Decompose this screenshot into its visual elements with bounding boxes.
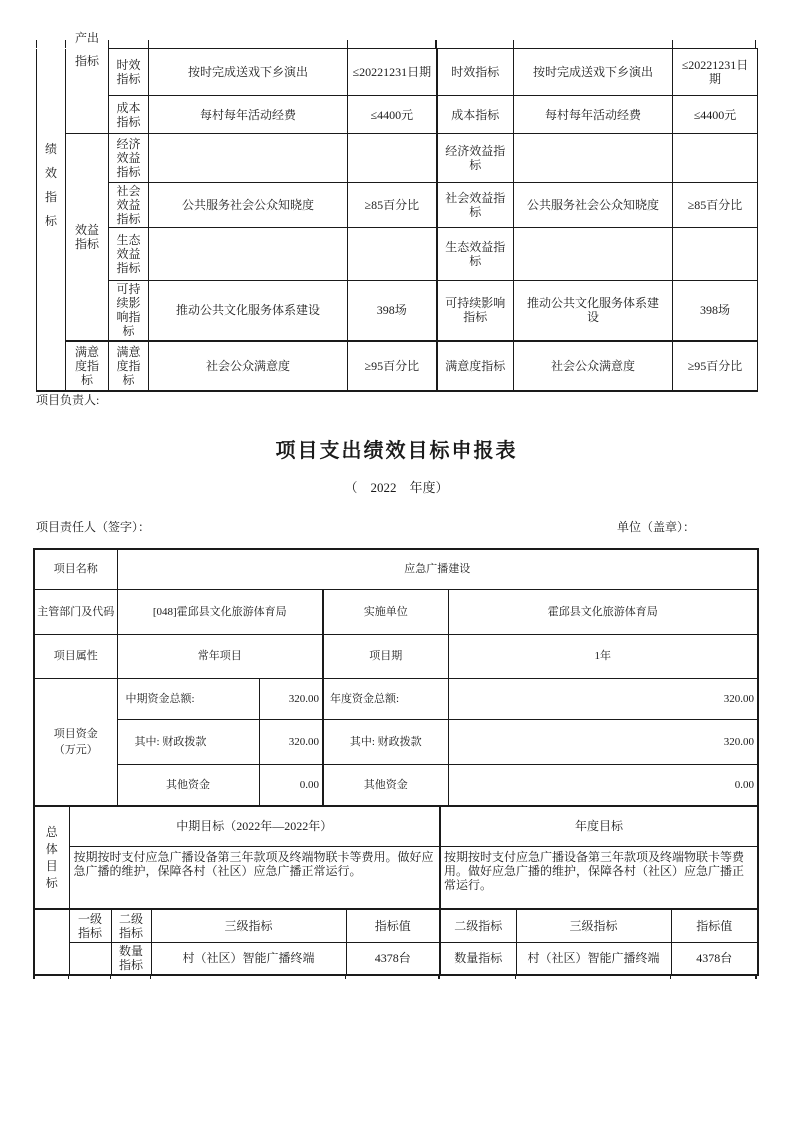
cut-border-line	[148, 40, 149, 48]
project-name-label: 项目名称	[34, 549, 117, 589]
perf-value-left: ≤20221231日期	[348, 49, 437, 96]
perf-desc-right: 每村每年活动经费	[514, 96, 673, 134]
perf-value-right	[673, 228, 758, 281]
perf-desc-right	[514, 134, 673, 183]
cut-border-line	[513, 40, 514, 48]
perf-value-left: ≥85百分比	[348, 183, 437, 228]
perf-desc-right	[514, 228, 673, 281]
perf-axis-label	[37, 49, 66, 391]
output-group-label-cut: 产出	[74, 31, 99, 45]
mid-fiscal-label: 其中: 财政拨款	[117, 719, 259, 764]
output-group-label: 指标	[66, 49, 109, 134]
impl-unit-label: 实施单位	[323, 589, 448, 634]
cut-border-line	[68, 974, 69, 979]
level1-value-empty	[69, 942, 111, 975]
perf-desc-left	[149, 134, 348, 183]
dept-value: [048]霍邱县文化旅游体育局	[117, 589, 323, 634]
perf-value-left: ≤4400元	[348, 96, 437, 134]
perf-desc-left: 按时完成送戏下乡演出	[149, 49, 348, 96]
overall-goal-label: 总体目标	[34, 806, 69, 909]
perf-value-left	[348, 134, 437, 183]
cut-border-line	[670, 974, 671, 979]
cut-border-line	[755, 40, 756, 48]
unit-seal-label: 单位（盖章）：	[617, 520, 696, 534]
perf-desc-left: 社会公众满意度	[149, 341, 348, 391]
cut-border-line	[110, 974, 111, 979]
perf-value-right: ≥85百分比	[673, 183, 758, 228]
perf-sub-left: 成本指标	[109, 96, 149, 134]
perf-desc-right: 按时完成送戏下乡演出	[514, 49, 673, 96]
impl-unit-value: 霍邱县文化旅游体育局	[448, 589, 758, 634]
cut-border-line	[36, 40, 37, 48]
dept-label: 主管部门及代码	[34, 589, 117, 634]
mid-funds-total-label: 中期资金总额:	[117, 678, 259, 719]
level2-header-left: 二级指标	[111, 909, 151, 942]
mid-other-funds-label: 其他资金	[117, 764, 259, 806]
level3-header-right: 三级指标	[516, 909, 671, 942]
cut-border-line	[435, 40, 437, 48]
project-name-value: 应急广播建设	[117, 549, 758, 589]
perf-sub-right: 社会效益指标	[437, 183, 514, 228]
cut-border-line	[755, 974, 757, 979]
cut-border-line	[150, 974, 151, 979]
perf-value-right: ≥95百分比	[673, 341, 758, 391]
period-value: 1年	[448, 634, 758, 678]
perf-value-right	[673, 134, 758, 183]
mid-other-funds-value: 0.00	[259, 764, 323, 806]
perf-desc-right: 推动公共文化服务体系建设	[514, 281, 673, 341]
annual-goal-text: 按期按时支付应急广播设备第三年款项及终端物联卡等费用。做好应急广播的维护，保障各村（社区）应急广播正常运行。	[440, 846, 758, 909]
perf-sub-left: 生态效益指标	[109, 228, 149, 281]
level3-header-left: 三级指标	[151, 909, 346, 942]
cut-border-line	[108, 40, 109, 48]
cut-border-line	[345, 974, 346, 979]
cut-border-line	[515, 974, 516, 979]
perf-sub-left: 满意度指标	[109, 341, 149, 391]
annual-goal-header: 年度目标	[440, 806, 758, 846]
perf-sub-left: 经济效益指标	[109, 134, 149, 183]
indicator-outer-cell	[34, 909, 69, 975]
perf-value-left: ≥95百分比	[348, 341, 437, 391]
satisfaction-group-label: 满意度指标	[66, 341, 109, 391]
attribute-label: 项目属性	[34, 634, 117, 678]
annual-other-funds-label: 其他资金	[323, 764, 448, 806]
cut-border-line	[347, 40, 348, 48]
value-header-right: 指标值	[671, 909, 758, 942]
perf-sub-right: 经济效益指标	[437, 134, 514, 183]
mid-goal-header: 中期目标（2022年—2022年）	[69, 806, 440, 846]
cut-border-line	[33, 974, 35, 979]
level1-header: 一级指标	[69, 909, 111, 942]
value-header-left: 指标值	[346, 909, 440, 942]
perf-sub-right: 成本指标	[437, 96, 514, 134]
level3-value-left: 村（社区）智能广播终端	[151, 942, 346, 975]
perf-value-left: 398场	[348, 281, 437, 341]
annual-funds-total-label: 年度资金总额:	[323, 678, 448, 719]
perf-axis-text: 绩效指标	[44, 141, 57, 228]
page-title: 项目支出绩效目标申报表	[275, 440, 518, 462]
quantity-indicator-left: 数量指标	[111, 942, 151, 975]
perf-desc-left: 每村每年活动经费	[149, 96, 348, 134]
funds-label: 项目资金（万元）	[34, 678, 117, 806]
period-label: 项目期	[323, 634, 448, 678]
perf-sub-left: 可持续影响指标	[109, 281, 149, 341]
perf-value-right: ≤20221231日期	[673, 49, 758, 96]
level2-header-right: 二级指标	[440, 909, 516, 942]
indicator-value-left: 4378台	[346, 942, 440, 975]
project-manager-line: 项目负责人:	[36, 393, 100, 407]
mid-funds-total-value: 320.00	[259, 678, 323, 719]
perf-desc-left	[149, 228, 348, 281]
perf-desc-left: 推动公共文化服务体系建设	[149, 281, 348, 341]
cut-border-line	[672, 40, 673, 48]
perf-sub-right: 时效指标	[437, 49, 514, 96]
quantity-indicator-right: 数量指标	[440, 942, 516, 975]
level3-value-right: 村（社区）智能广播终端	[516, 942, 671, 975]
performance-indicators-table	[36, 48, 758, 392]
annual-fiscal-label: 其中: 财政拨款	[323, 719, 448, 764]
annual-other-funds-value: 0.00	[448, 764, 758, 806]
benefit-group-label: 效益指标	[66, 134, 109, 341]
perf-value-right: ≤4400元	[673, 96, 758, 134]
perf-desc-right: 社会公众满意度	[514, 341, 673, 391]
perf-value-left	[348, 228, 437, 281]
perf-value-right: 398场	[673, 281, 758, 341]
cut-border-line	[438, 974, 440, 979]
perf-desc-left: 公共服务社会公众知晓度	[149, 183, 348, 228]
perf-sub-left: 社会效益指标	[109, 183, 149, 228]
declaration-table	[33, 548, 759, 976]
page-subtitle: （ 2022 年度）	[344, 480, 449, 495]
annual-funds-total-value: 320.00	[448, 678, 758, 719]
indicator-value-right: 4378台	[671, 942, 758, 975]
mid-goal-text: 按期按时支付应急广播设备第三年款项及终端物联卡等费用。做好应急广播的维护，保障各村（社区）应急广播正常运行。	[69, 846, 440, 909]
attribute-value: 常年项目	[117, 634, 323, 678]
mid-fiscal-value: 320.00	[259, 719, 323, 764]
perf-desc-right: 公共服务社会公众知晓度	[514, 183, 673, 228]
perf-sub-right: 满意度指标	[437, 341, 514, 391]
perf-sub-right: 生态效益指标	[437, 228, 514, 281]
perf-sub-left: 时效指标	[109, 49, 149, 96]
responsible-signature-label: 项目责任人（签字）：	[36, 520, 151, 534]
annual-fiscal-value: 320.00	[448, 719, 758, 764]
perf-sub-right: 可持续影响指标	[437, 281, 514, 341]
